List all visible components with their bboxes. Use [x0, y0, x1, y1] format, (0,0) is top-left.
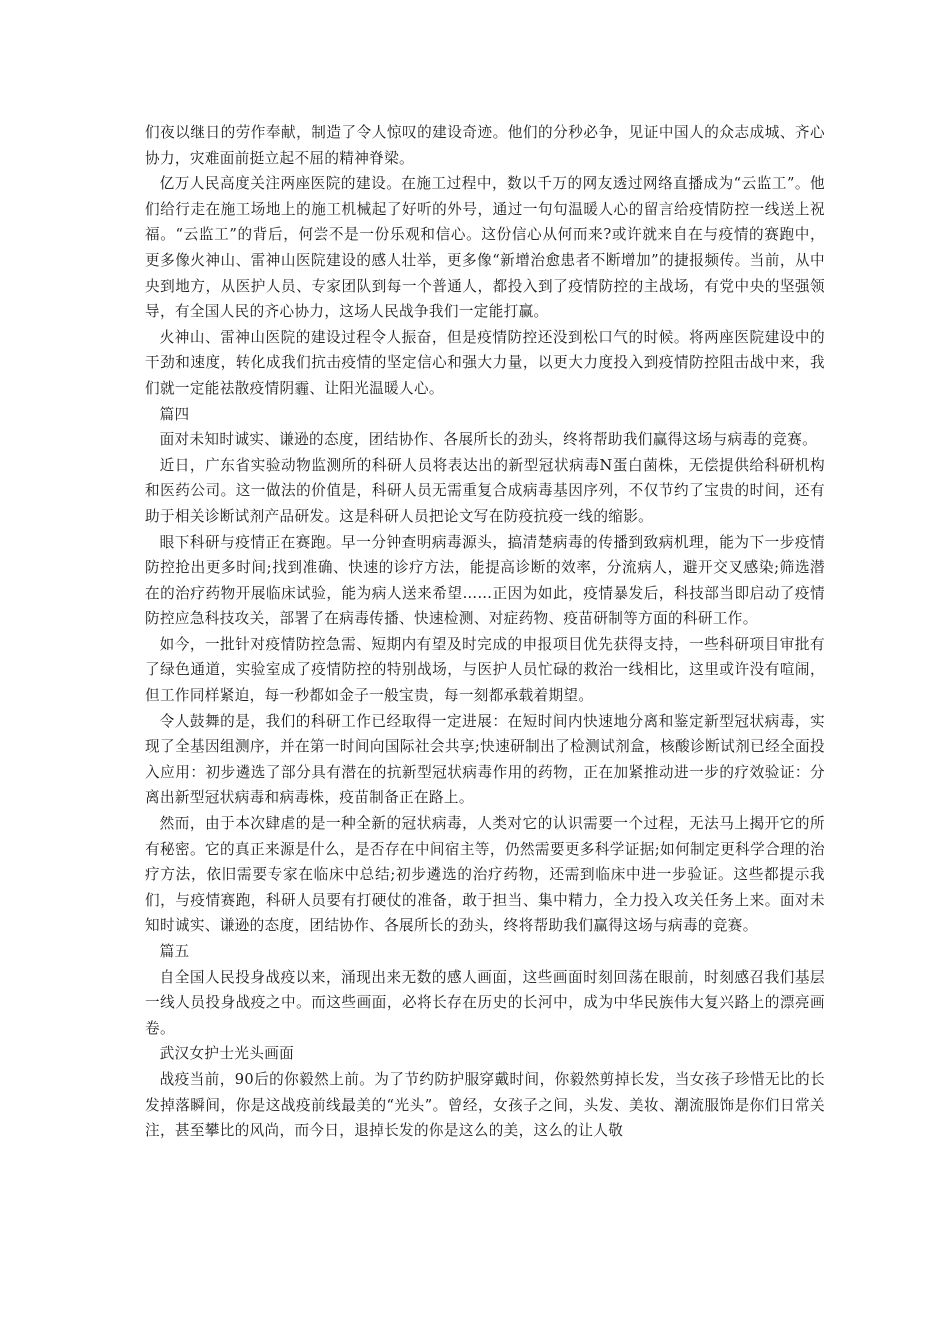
- paragraph-8: 如今，一批针对疫情防控急需、短期内有望及时完成的申报项目优先获得支持，一些科研项目审批有了绿色通道，实验室成了疫情防控的特别战场，与医护人员忙碌的救治一线相比，这里或许没有喧闹，但工作同样紧迫，每一秒都如金子一般宝贵，每一刻都承载着期望。: [145, 635, 825, 705]
- paragraph-6: 近日，广东省实验动物监测所的科研人员将表达出的新型冠状病毒N蛋白菌株，无偿提供给科研机构和医药公司。这一做法的价值是，科研人员无需重复合成病毒基因序列，不仅节约了宝贵的时间，还有助于相关诊断试剂产品研发。这是科研人员把论文写在防疫抗疫一线的缩影。: [145, 456, 825, 525]
- paragraph-10: 然而，由于本次肆虐的是一种全新的冠状病毒，人类对它的认识需要一个过程，无法马上揭开它的所有秘密。它的真正来源是什么，是否存在中间宿主等，仍然需要更多科学证据;如何制定更科学合理的治疗方法，依旧需要专家在临床中总结;初步遴选的治疗药物，还需到临床中进一步验证。这些都提示我们，与疫情赛跑，科研人员要有打硬仗的准备，敢于担当、集中精力，全力投入攻关任务上来。面对未知时诚实、谦逊的态度，团结协作、各展所长的劲头，终将帮助我们赢得这场与病毒的竞赛。: [145, 815, 825, 935]
- subheading-nurse: 武汉女护士光头画面: [159, 1045, 295, 1063]
- paragraph-3: 火神山、雷神山医院的建设过程令人振奋，但是疫情防控还没到松口气的时候。将两座医院建设中的干劲和速度，转化成我们抗击疫情的坚定信心和强大力量，以更大力度投入到疫情防控阻击战中来，我们就一定能祛散疫情阴霾、让阳光温暖人心。: [145, 328, 825, 397]
- paragraph-1: 们夜以继日的劳作奉献，制造了令人惊叹的建设奇迹。他们的分秒必争，见证中国人的众志成城、齐心协力，灾难面前挺立起不屈的精神脊梁。: [145, 124, 825, 167]
- paragraph-9: 令人鼓舞的是，我们的科研工作已经取得一定进展：在短时间内快速地分离和鉴定新型冠状病毒，实现了全基因组测序，并在第一时间向国际社会共享;快速研制出了检测试剂盒，核酸诊断试剂已经全面投入应用：初步遴选了部分具有潜在的抗新型冠状病毒作用的药物，正在加紧推动进一步的疗效验证：分离出新型冠状病毒和病毒株，疫苗制备正在路上。: [145, 712, 825, 807]
- paragraph-12: 自全国人民投身战疫以来，涌现出来无数的感人画面，这些画面时刻回荡在眼前，时刻感召我们基层一线人员投身战疫之中。而这些画面，必将长存在历史的长河中，成为中华民族伟大复兴路上的漂亮画卷。: [145, 968, 825, 1037]
- document-page: [145, 120, 825, 1144]
- section-heading-4: 篇四: [159, 405, 190, 423]
- paragraph-7: 眼下科研与疫情正在赛跑。早一分钟查明病毒源头，搞清楚病毒的传播到致病机理，能为下一步疫情防控抢出更多时间;找到准确、快速的诊疗方法，能提高诊断的效率，分流病人，避开交叉感染;筛选潜在的治疗药物开展临床试验，能为病人送来希望……正因为如此，疫情暴发后，科技部当即启动了疫情防控应急科技攻关，部署了在病毒传播、快速检测、对症药物、疫苗研制等方面的科研工作。: [145, 533, 825, 628]
- paragraph-14: 战疫当前，90后的你毅然上前。为了节约防护服穿戴时间，你毅然剪掉长发，当女孩子珍惜无比的长发掉落瞬间，你是这战疫前线最美的“光头”。曾经，女孩子之间，头发、美妆、潮流服饰是你们日常关注，甚至攀比的风尚，而今日，退掉长发的你是这么的美，这么的让人敬: [145, 1070, 825, 1140]
- paragraph-2: 亿万人民高度关注两座医院的建设。在施工过程中，数以千万的网友透过网络直播成为“云监工”。他们给行走在施工场地上的施工机械起了好听的外号，通过一句句温暖人心的留言给疫情防控一线送上祝福。“云监工”的背后，何尝不是一份乐观和信心。这份信心从何而来?或许就来自在与疫情的赛跑中，更多像火神山、雷神山医院建设的感人壮举，更多像“新增治愈患者不断增加”的捷报频传。当前，从中央到地方，从医护人员、专家团队到每一个普通人，都投入到了疫情防控的主战场，有党中央的坚强领导，有全国人民的齐心协力，这场人民战争我们一定能打赢。: [145, 175, 825, 321]
- paragraph-5: 面对未知时诚实、谦逊的态度，团结协作、各展所长的劲头，终将帮助我们赢得这场与病毒的竞赛。: [159, 431, 818, 449]
- section-heading-5: 篇五: [159, 943, 190, 960]
